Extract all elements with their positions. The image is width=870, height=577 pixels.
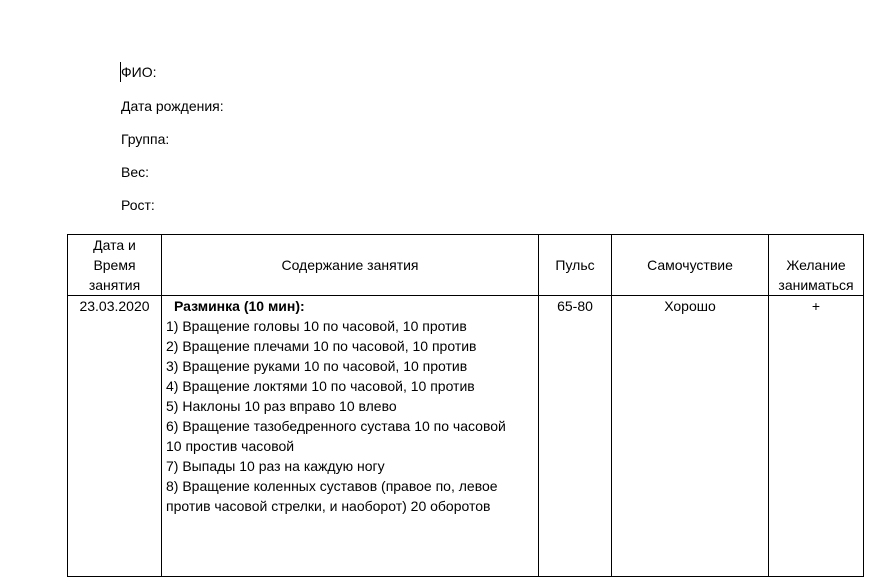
cell-pulse: 65-80 — [539, 296, 612, 577]
exercise-line: 10 простив часовой — [166, 438, 295, 454]
header-content: Содержание занятия — [162, 235, 539, 296]
header-wish-line2: заниматься — [778, 277, 854, 293]
header-date-line2: Время — [93, 257, 136, 273]
exercise-line: 5) Наклоны 10 раз вправо 10 влево — [166, 398, 397, 414]
table-header-row — [68, 235, 864, 296]
header-wish-line1: Желание — [786, 257, 846, 273]
exercise-line: 6) Вращение тазобедренного сустава 10 по часовой — [166, 418, 506, 434]
exercise-line: 7) Выпады 10 раз на каждую ногу — [166, 458, 385, 474]
warmup-heading: Разминка (10 мин): — [174, 298, 305, 314]
exercise-line: 3) Вращение руками 10 по часовой, 10 против — [166, 358, 468, 374]
weight-label: Вес: — [121, 164, 150, 180]
cell-date: 23.03.2020 — [68, 296, 162, 577]
header-pulse: Пульс — [539, 235, 612, 296]
header-date-time — [68, 235, 162, 296]
fio-label: ФИО: — [121, 64, 157, 80]
header-wish — [769, 235, 864, 296]
cell-wish: + — [769, 296, 864, 577]
exercise-line: 1) Вращение головы 10 по часовой, 10 против — [166, 318, 467, 334]
header-date-line1: Дата и — [93, 237, 136, 253]
table-row — [68, 296, 864, 577]
group-label: Группа: — [121, 131, 170, 147]
exercise-line: 2) Вращение плечами 10 по часовой, 10 против — [166, 338, 477, 354]
exercise-line: 4) Вращение локтями 10 по часовой, 10 против — [166, 378, 475, 394]
height-label: Рост: — [121, 197, 155, 213]
cell-content — [162, 296, 539, 577]
header-date-line3: занятия — [88, 277, 141, 293]
header-wellbeing: Самочуствие — [612, 235, 769, 296]
cell-wellbeing: Хорошо — [612, 296, 769, 577]
exercise-line: против часовой стрелки, и наоборот) 20 оборотов — [166, 498, 491, 514]
birth-date-label: Дата рождения: — [121, 98, 224, 114]
exercise-line: 8) Вращение коленных суставов (правое по, левое — [166, 478, 498, 494]
training-log-table — [67, 234, 864, 577]
